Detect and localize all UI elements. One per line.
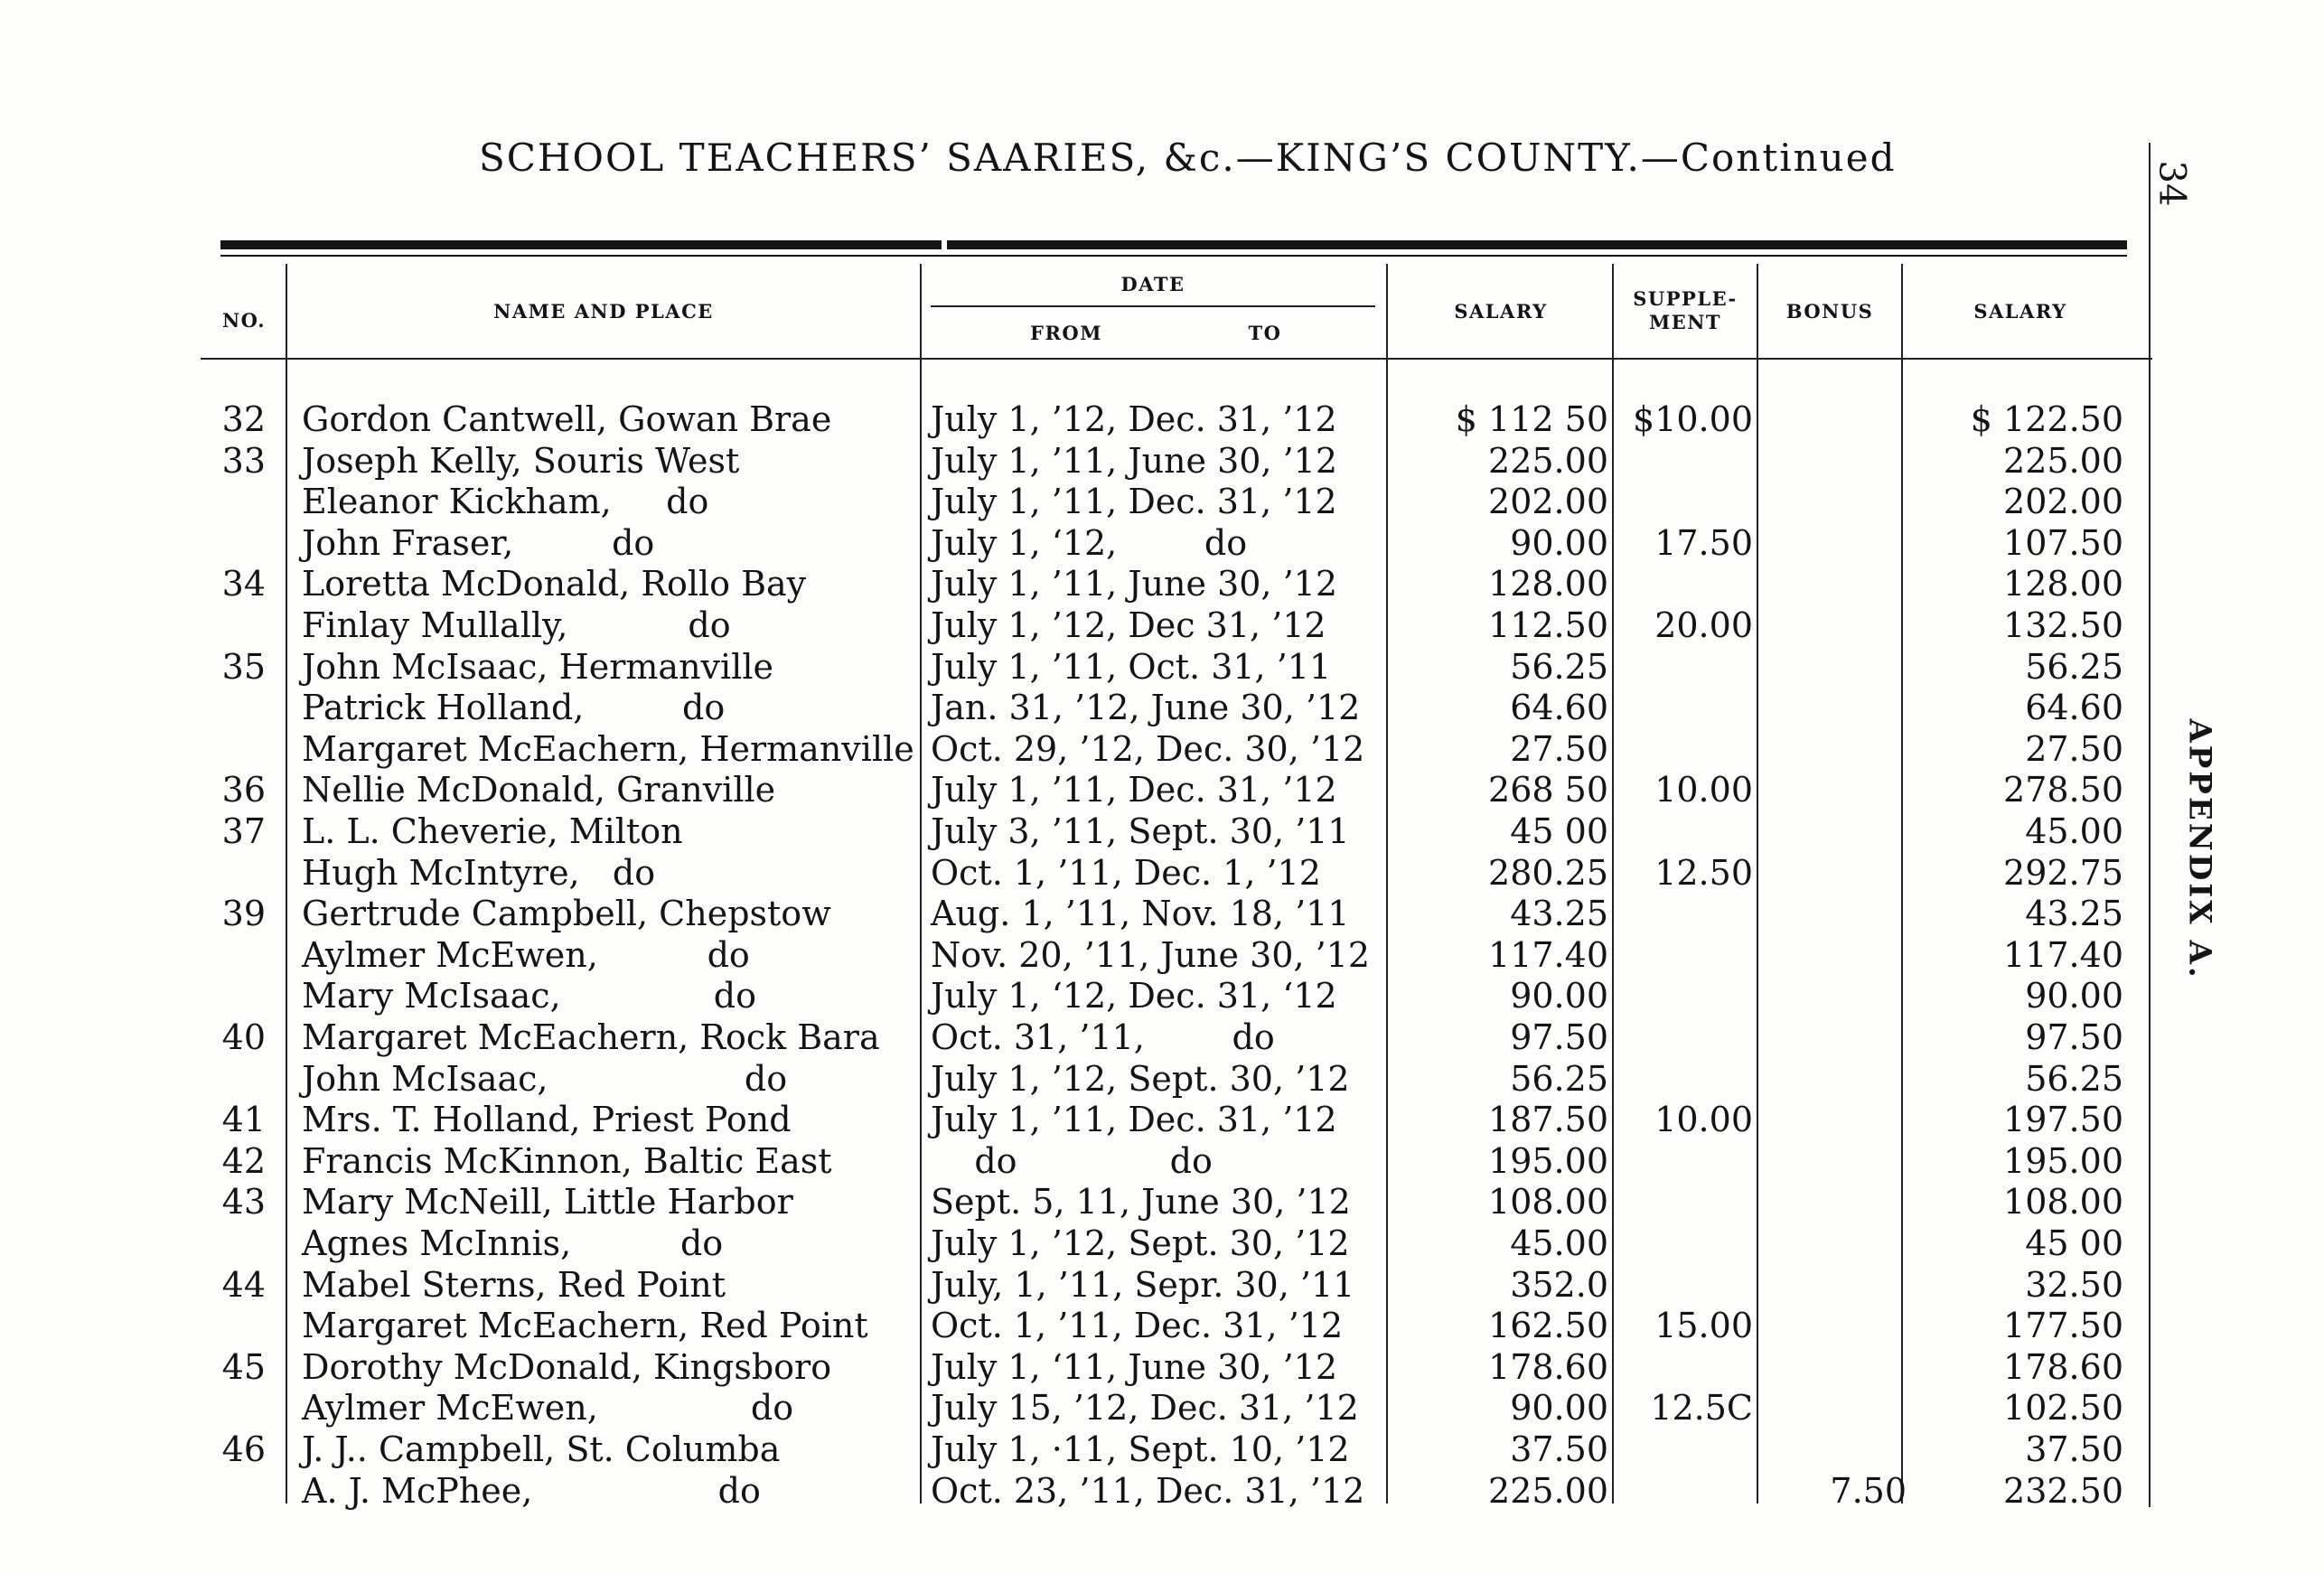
table-row: [0, 770, 2324, 810]
row-salary: 90.00: [1510, 976, 1608, 1017]
row-total-salary: 195.00: [2003, 1140, 2123, 1181]
row-total-salary: 32.50: [2025, 1264, 2123, 1305]
row-number: 45: [221, 1346, 266, 1387]
row-salary: 187.50: [1488, 1100, 1608, 1140]
row-total-salary: 178.60: [2003, 1346, 2123, 1387]
row-name-place: Joseph Kelly, Souris West: [302, 440, 740, 481]
row-total-salary: 202.00: [2003, 482, 2123, 522]
table-row: [0, 1306, 2324, 1346]
row-salary: 352.0: [1510, 1264, 1608, 1305]
side-label: APPENDIX A.: [2181, 718, 2218, 980]
row-date-range: Oct. 1, ’11, Dec. 31, ’12: [931, 1306, 1344, 1346]
row-date-range: Sept. 5, 11, June 30, ’12: [931, 1182, 1351, 1223]
row-salary: 128.00: [1488, 564, 1608, 604]
row-date-range: July 1, ’11, Dec. 31, ’12: [931, 770, 1337, 810]
table-row: [0, 1182, 2324, 1223]
row-number: 39: [221, 894, 266, 934]
table-row: [0, 1347, 2324, 1388]
row-total-salary: 128.00: [2003, 564, 2123, 604]
row-salary: 27.50: [1510, 728, 1608, 769]
row-date-range: July 15, ’12, Dec. 31, ’12: [931, 1388, 1359, 1429]
row-name-place: Agnes McInnis, do: [302, 1223, 724, 1263]
header-date-divider: [931, 305, 1375, 307]
row-date-range: Oct. 1, ’11, Dec. 1, ’12: [931, 852, 1321, 893]
row-total-salary: 45 00: [2025, 1223, 2123, 1263]
row-total-salary: 225.00: [2003, 440, 2123, 481]
header-supplement: SUPPLE- MENT: [1633, 287, 1738, 333]
row-supplement: 12.50: [1654, 852, 1753, 893]
row-name-place: Mrs. T. Holland, Priest Pond: [302, 1100, 792, 1140]
table-row: [0, 564, 2324, 604]
row-total-salary: 56.25: [2025, 646, 2123, 687]
row-salary: $ 112 50: [1455, 399, 1608, 439]
row-total-salary: 43.25: [2025, 894, 2123, 934]
row-name-place: Patrick Holland, do: [302, 688, 726, 728]
table-row: [0, 1017, 2324, 1058]
header-date: DATE: [1120, 273, 1185, 295]
row-name-place: Margaret McEachern, Red Point: [302, 1306, 868, 1346]
row-name-place: J. J.. Campbell, St. Columba: [302, 1429, 781, 1469]
row-salary: 225.00: [1488, 1470, 1608, 1511]
row-supplement: 20.00: [1654, 605, 1753, 645]
row-salary: 90.00: [1510, 522, 1608, 563]
row-number: 32: [221, 399, 266, 439]
row-bonus: 7.50: [1830, 1470, 1907, 1511]
row-name-place: Mabel Sterns, Red Point: [302, 1264, 726, 1305]
row-salary: 56.25: [1510, 1058, 1608, 1099]
row-total-salary: 37.50: [2025, 1429, 2123, 1469]
row-total-salary: 64.60: [2025, 688, 2123, 728]
table-row: [0, 441, 2324, 482]
page-number: 34: [2151, 160, 2193, 207]
row-total-salary: 232.50: [2003, 1470, 2123, 1511]
row-number: 43: [221, 1182, 266, 1223]
row-name-place: Margaret McEachern, Rock Bara: [302, 1017, 880, 1057]
row-salary: 56.25: [1510, 646, 1608, 687]
row-date-range: July, 1, ’11, Sepr. 30, ’11: [931, 1264, 1355, 1305]
row-date-range: July 1, ‘11, June 30, ’12: [931, 1346, 1338, 1387]
row-date-range: July 1, ‘12, Dec. 31, ‘12: [931, 976, 1337, 1017]
table-row: [0, 729, 2324, 770]
row-name-place: Dorothy McDonald, Kingsboro: [302, 1346, 832, 1387]
row-total-salary: 90.00: [2025, 976, 2123, 1017]
row-name-place: Mary McNeill, Little Harbor: [302, 1182, 793, 1223]
table-row: [0, 482, 2324, 522]
row-date-range: July 1, ’12, Dec 31, ’12: [931, 605, 1326, 645]
row-name-place: John Fraser, do: [302, 522, 655, 563]
row-number: 41: [221, 1100, 266, 1140]
row-salary: 108.00: [1488, 1182, 1608, 1223]
row-date-range: Nov. 20, ’11, June 30, ’12: [931, 934, 1371, 975]
header-bonus: BONUS: [1785, 300, 1874, 323]
row-name-place: Eleanor Kickham, do: [302, 482, 709, 522]
row-total-salary: 97.50: [2025, 1017, 2123, 1057]
row-supplement: 10.00: [1654, 1100, 1753, 1140]
table-row: [0, 688, 2324, 728]
row-total-salary: 108.00: [2003, 1182, 2123, 1223]
row-salary: 268 50: [1488, 770, 1608, 810]
row-supplement: 15.00: [1654, 1306, 1753, 1346]
row-number: 33: [221, 440, 266, 481]
row-total-salary: 132.50: [2003, 605, 2123, 645]
table-row: [0, 894, 2324, 934]
row-number: 46: [221, 1429, 266, 1469]
row-salary: 45 00: [1510, 811, 1608, 851]
row-total-salary: 278.50: [2003, 770, 2123, 810]
table-row: [0, 647, 2324, 688]
header-total-salary: SALARY: [1973, 300, 2067, 323]
row-supplement: 10.00: [1654, 770, 1753, 810]
row-total-salary: $ 122.50: [1970, 399, 2123, 439]
row-date-range: Oct. 29, ’12, Dec. 30, ’12: [931, 728, 1365, 769]
row-number: 35: [221, 646, 266, 687]
row-date-range: July 3, ’11, Sept. 30, ’11: [931, 811, 1350, 851]
table-row: [0, 605, 2324, 646]
page-title: SCHOOL TEACHERS’ SAARIES, &c.—KING’S COUNTY.—Continued: [479, 136, 1897, 180]
row-name-place: Loretta McDonald, Rollo Bay: [302, 564, 807, 604]
row-salary: 195.00: [1488, 1140, 1608, 1181]
table-row: [0, 1265, 2324, 1306]
row-name-place: Finlay Mullally, do: [302, 605, 731, 645]
row-total-salary: 197.50: [2003, 1100, 2123, 1140]
row-name-place: Hugh McIntyre, do: [302, 852, 656, 893]
row-salary: 225.00: [1488, 440, 1608, 481]
row-date-range: July 1, ’11, Dec. 31, ’12: [931, 1100, 1337, 1140]
row-supplement: 12.5C: [1650, 1388, 1753, 1429]
table-row: [0, 399, 2324, 440]
row-salary: 162.50: [1488, 1306, 1608, 1346]
row-date-range: Oct. 31, ’11, do: [931, 1017, 1275, 1057]
row-date-range: July 1, ’12, Dec. 31, ’12: [931, 399, 1337, 439]
row-name-place: Margaret McEachern, Hermanville: [302, 728, 914, 769]
row-total-salary: 292.75: [2003, 852, 2123, 893]
row-name-place: A. J. McPhee, do: [302, 1470, 761, 1511]
table-row: [0, 853, 2324, 894]
row-date-range: July 1, ’11, June 30, ’12: [931, 440, 1338, 481]
header-name: NAME AND PLACE: [493, 300, 714, 323]
row-name-place: Mary McIsaac, do: [302, 976, 756, 1017]
row-salary: 202.00: [1488, 482, 1608, 522]
header-salary: SALARY: [1454, 300, 1548, 323]
row-salary: 45.00: [1510, 1223, 1608, 1263]
row-salary: 117.40: [1488, 934, 1608, 975]
row-total-salary: 45.00: [2025, 811, 2123, 851]
table-row: [0, 1100, 2324, 1140]
row-name-place: Gordon Cantwell, Gowan Brae: [302, 399, 832, 439]
row-number: 36: [221, 770, 266, 810]
table-row: [0, 1471, 2324, 1512]
row-salary: 90.00: [1510, 1388, 1608, 1429]
top-rule-thick-left: [220, 240, 942, 249]
row-name-place: John McIsaac, Hermanville: [302, 646, 773, 687]
row-name-place: Francis McKinnon, Baltic East: [302, 1140, 832, 1181]
row-salary: 112.50: [1488, 605, 1608, 645]
row-salary: 64.60: [1510, 688, 1608, 728]
row-total-salary: 117.40: [2003, 934, 2123, 975]
table-row: [0, 1141, 2324, 1182]
row-name-place: Aylmer McEwen, do: [302, 1388, 794, 1429]
row-name-place: Gertrude Campbell, Chepstow: [302, 894, 831, 934]
top-rule-thin: [220, 255, 2127, 257]
table-row: [0, 1059, 2324, 1100]
row-salary: 178.60: [1488, 1346, 1608, 1387]
row-date-range: July 1, ’11, Oct. 31, ’11: [931, 646, 1332, 687]
top-rule-thick-right: [947, 240, 2127, 249]
row-number: 37: [221, 811, 266, 851]
row-date-range: July 1, ’12, Sept. 30, ’12: [931, 1058, 1350, 1099]
row-date-range: Oct. 23, ’11, Dec. 31, ’12: [931, 1470, 1365, 1511]
row-number: 42: [221, 1140, 266, 1181]
row-salary: 43.25: [1510, 894, 1608, 934]
header-from: FROM: [1030, 322, 1102, 344]
row-name-place: Nellie McDonald, Granville: [302, 770, 776, 810]
row-total-salary: 27.50: [2025, 728, 2123, 769]
row-date-range: July 1, ·11, Sept. 10, ’12: [931, 1429, 1350, 1469]
table-row: [0, 811, 2324, 852]
header-no: NO.: [221, 309, 267, 332]
row-number: 44: [221, 1264, 266, 1305]
row-date-range: do do: [931, 1140, 1213, 1181]
row-total-salary: 177.50: [2003, 1306, 2123, 1346]
row-name-place: John McIsaac, do: [302, 1058, 788, 1099]
table-row: [0, 1388, 2324, 1429]
row-total-salary: 56.25: [2025, 1058, 2123, 1099]
row-name-place: Aylmer McEwen, do: [302, 934, 750, 975]
row-date-range: July 1, ’11, June 30, ’12: [931, 564, 1338, 604]
row-date-range: Jan. 31, ’12, June 30, ’12: [931, 688, 1361, 728]
row-date-range: July 1, ’11, Dec. 31, ’12: [931, 482, 1337, 522]
row-salary: 97.50: [1510, 1017, 1608, 1057]
row-total-salary: 102.50: [2003, 1388, 2123, 1429]
table-row: [0, 1223, 2324, 1264]
table-row: [0, 1429, 2324, 1470]
row-supplement: $10.00: [1633, 399, 1753, 439]
table-row: [0, 523, 2324, 564]
row-total-salary: 107.50: [2003, 522, 2123, 563]
table-row: [0, 976, 2324, 1017]
row-salary: 37.50: [1510, 1429, 1608, 1469]
header-to: TO: [1248, 322, 1282, 344]
row-supplement: 17.50: [1654, 522, 1753, 563]
header-bottom-rule: [201, 358, 2152, 360]
row-salary: 280.25: [1488, 852, 1608, 893]
row-date-range: July 1, ’12, Sept. 30, ’12: [931, 1223, 1350, 1263]
row-name-place: L. L. Cheverie, Milton: [302, 811, 683, 851]
row-number: 34: [221, 564, 266, 604]
table-row: [0, 935, 2324, 976]
row-date-range: Aug. 1, ’11, Nov. 18, ’11: [931, 894, 1350, 934]
row-date-range: July 1, ‘12, do: [931, 522, 1248, 563]
row-number: 40: [221, 1017, 266, 1057]
